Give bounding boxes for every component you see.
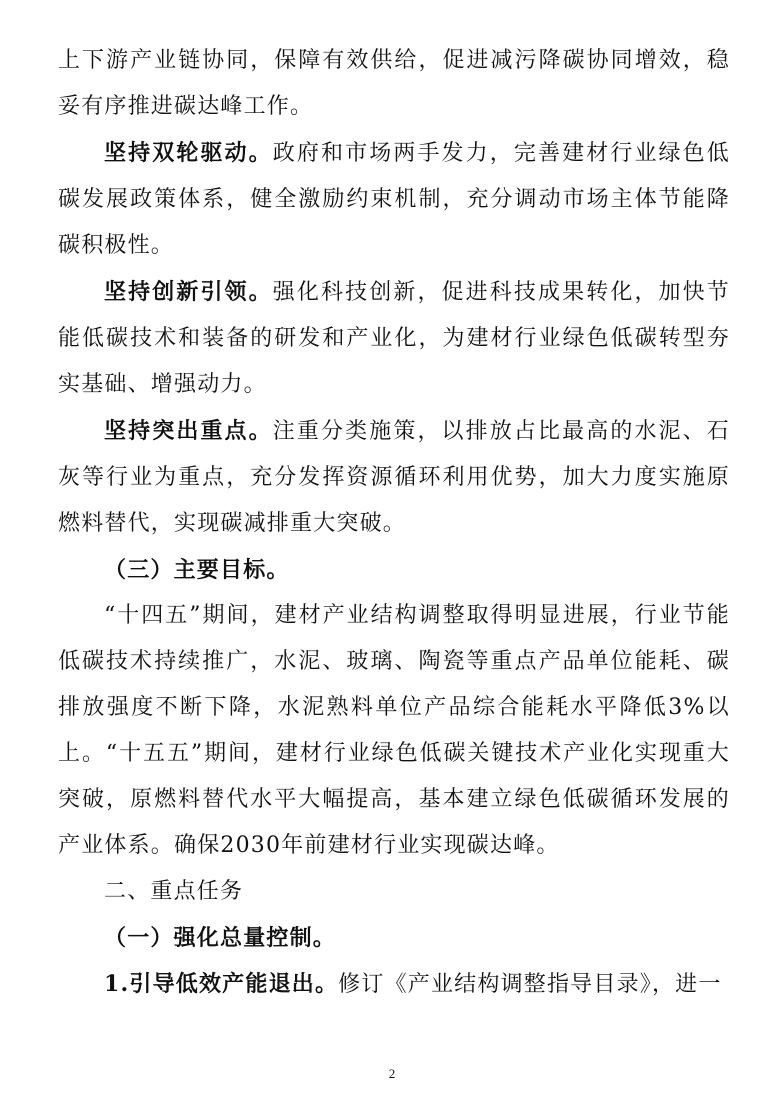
heading-main-goals: （三）主要目标。 (104, 557, 290, 583)
paragraph-innovation (58, 269, 730, 408)
paragraph-focus (58, 408, 730, 547)
paragraph-text: 上下游产业链协同，保障有效供给，促进减污降碳协同增效，稳妥有序推进碳达峰工作。 (58, 48, 730, 119)
paragraph-text: “十四五”期间，建材产业结构调整取得明显进展，行业节能低碳技术持续推广，水泥、玻璃、陶瓷等重点产品单位能耗、碳排放强度不断下降，水泥熟料单位产品综合能耗水平降低3%以上。“十五五”期间，建材行业绿色低碳关键技术产业化实现重大突破，原燃料替代水平大幅提高，基本建立绿色低碳循环发展的产业体系。确保2030年前建材行业实现碳达峰。 (58, 603, 730, 858)
paragraph-intro-continuation (58, 38, 730, 130)
paragraph-text: 强化科技创新，促进科技成果转化，加快节能低碳技术和装备的研发和产业化，为建材行业绿色低碳转型夯实基础、增强动力。 (58, 280, 730, 397)
paragraph-goals (58, 593, 730, 869)
paragraph-lead-bold: 1.引导低效产能退出。 (104, 971, 339, 997)
paragraph-dual-drive (58, 130, 730, 269)
heading-total-control: （一）强化总量控制。 (104, 925, 337, 951)
paragraph-capacity-exit (58, 961, 730, 1008)
heading-key-tasks: 二、重点任务 (104, 879, 244, 904)
paragraph-lead-bold: 坚持突出重点。 (104, 418, 273, 444)
paragraph-lead-bold: 坚持创新引领。 (104, 279, 273, 305)
document-page (58, 38, 730, 1008)
paragraph-text: 政府和市场两手发力，完善建材行业绿色低碳发展政策体系，健全激励约束机制，充分调动市场主体节能降碳积极性。 (58, 141, 730, 258)
paragraph-lead-bold: 坚持双轮驱动。 (104, 140, 273, 166)
paragraph-text: 注重分类施策，以排放占比最高的水泥、石灰等行业为重点，充分发挥资源循环利用优势，加大力度实施原燃料替代，实现碳减排重大突破。 (58, 419, 730, 536)
paragraph-text: 修订《产业结构调整指导目录》，进一 (338, 972, 722, 997)
page-number: 2 (388, 1066, 396, 1081)
